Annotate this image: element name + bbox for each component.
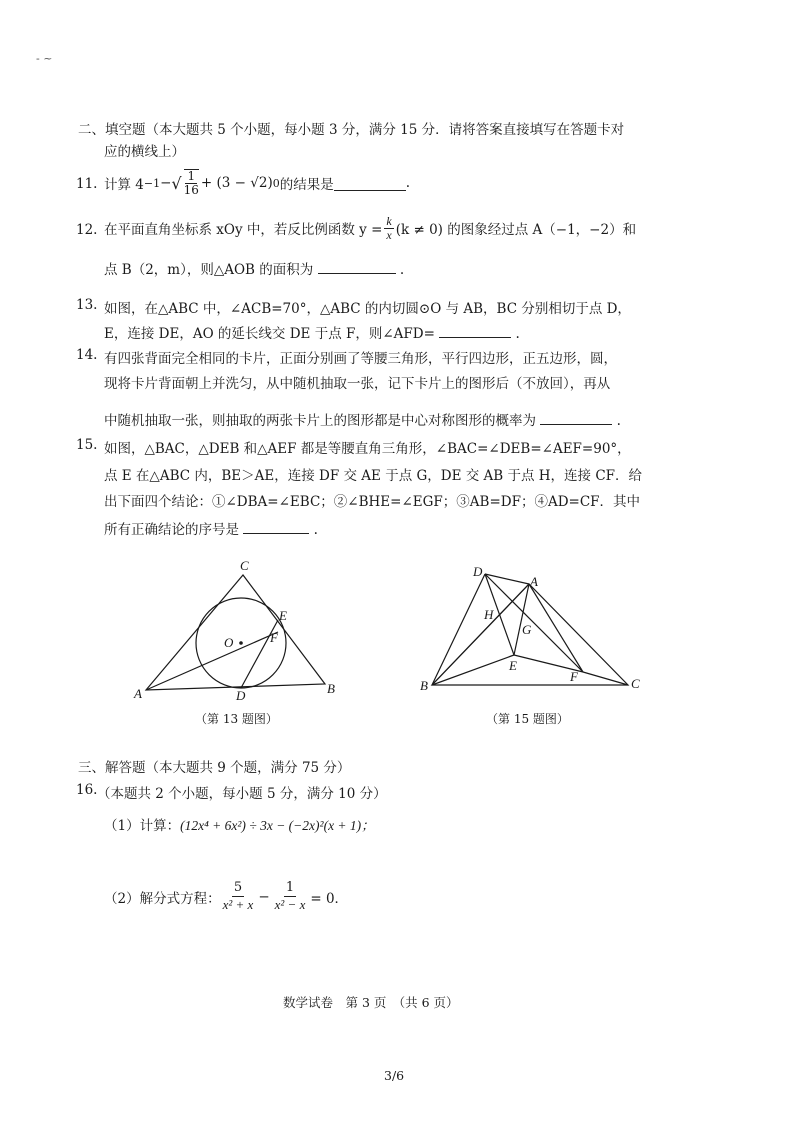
question-15-line1: 如图，△BAC，△DEB 和△AEF 都是等腰直角三角形，∠BAC=∠DEB=∠AEF=90°， [104, 441, 631, 457]
fig15-label-g: G [522, 622, 532, 637]
question-number: 14. [76, 347, 98, 363]
fig13-label-c: C [240, 558, 249, 573]
question-13-line1: 如图，在△ABC 中，∠ACB=70°，△ABC 的内切圆⊙O 与 AB，BC 分别相切于点 D， [104, 301, 631, 317]
question-14-line1: 有四张背面完全相同的卡片，正面分别画了等腰三角形，平行四边形，正五边形，圆， [104, 351, 617, 367]
fig15-line-da [485, 574, 529, 584]
fig13-label-d: D [236, 688, 246, 703]
question-12-line1: 在平面直角坐标系 xOy 中，若反比例函数 y = $\frac{k}{x}$ (k ≠ 0) 的图象经过点 A（−1，−2）和 [104, 213, 637, 242]
section3-heading: 三、解答题（本大题共 9 个题，满分 75 分） [78, 760, 351, 776]
question-16-part1: （1）计算：(12x⁴ + 6x²) ÷ 3x − (−2x)²(x + 1)； [104, 818, 375, 834]
fig13-label-f: F [270, 630, 278, 645]
q12-fraction: $\frac{k}{x}$ [386, 213, 392, 242]
q16-p1-expression: (12x⁴ + 6x²) ÷ 3x − (−2x)²(x + 1)； [180, 818, 375, 833]
fig13-caption: （第 13 题图） [195, 712, 278, 726]
fig15-label-f: F [570, 669, 578, 684]
question-16-part2: （2）解分式方程： $\frac{5}{\text{x² + x}}$ − $\frac{1}{\text{x² − x}}$ = 0． [104, 880, 349, 912]
fig13-line-af [146, 632, 278, 690]
section2-heading-cont: 应的横线上） [104, 144, 185, 160]
fig13-label-b: B [327, 681, 335, 696]
fig15-label-b: B [420, 678, 428, 693]
fig15-label-c: C [631, 676, 640, 691]
question-15-line3: 出下面四个结论：①∠DBA=∠EBC；②∠BHE=∠EGF；③AB=DF；④AD=CF．其中 [104, 494, 641, 510]
fig15-label-d: D [473, 564, 483, 579]
question-number: 11. [76, 176, 98, 192]
question-11-text: 计算 4 −1 − √ $\frac{1}{16}$ + (3 − √2) 0 的结果是 . [104, 169, 411, 197]
q11-mid: + (3 − √2) [200, 175, 273, 191]
fig15-line-ae [514, 584, 529, 655]
fig13-label-o: O [224, 635, 234, 650]
figure-13 [120, 555, 350, 705]
question-number: 16. [76, 782, 98, 798]
question-15-line2: 点 E 在△ABC 内，BE＞AE，连接 DF 交 AE 于点 G，DE 交 AB 于点 H，连接 CF．给 [104, 468, 643, 484]
q11-exp: −1 [143, 176, 161, 190]
question-13-line2: E，连接 DE，AO 的延长线交 DE 于点 F，则∠AFD= . [104, 322, 520, 342]
q11-minus: − [160, 175, 172, 191]
question-number: 13. [76, 297, 98, 313]
page-footer: 数学试卷 第 3 页 （共 6 页） [283, 995, 459, 1010]
fig13-label-a: A [134, 686, 142, 701]
page-indicator: 3/6 [384, 1068, 405, 1083]
answer-blank[interactable] [243, 519, 309, 534]
q16-fraction-1: $\frac{5}{\text{x² + x}}$ [222, 880, 254, 912]
answer-blank[interactable] [540, 410, 612, 425]
question-14-line2: 现将卡片背面朝上并洗匀，从中随机抽取一张，记下卡片上的图形后（不放回），再从 [104, 376, 611, 392]
fig15-label-h: H [484, 607, 494, 622]
question-16-head: （本题共 2 个小题，每小题 5 分，满分 10 分） [97, 786, 387, 802]
section2-heading: 二、填空题（本大题共 5 个小题，每小题 3 分，满分 15 分．请将答案直接填写在答题卡对 [78, 122, 625, 138]
fig15-caption: （第 15 题图） [486, 712, 569, 726]
question-number: 12. [76, 222, 98, 238]
fig13-triangle-abc [146, 575, 325, 690]
fig15-label-e: E [509, 658, 517, 673]
question-15-line4: 所有正确结论的序号是 . [104, 518, 318, 538]
answer-blank[interactable] [334, 176, 406, 191]
q11-fraction: $\frac{1}{16}$ [183, 169, 199, 197]
q11-exp0: 0 [272, 176, 280, 190]
figure-15 [410, 560, 650, 700]
corner-mark: - ~ [36, 52, 53, 65]
question-14-line3: 中随机抽取一张，则抽取的两张卡片上的图形都是中心对称图形的概率为 . [104, 409, 621, 429]
q11-pre: 计算 4 [104, 177, 144, 193]
question-number: 15. [76, 437, 98, 453]
answer-blank[interactable] [439, 323, 511, 338]
fig13-label-e: E [279, 608, 287, 623]
answer-blank[interactable] [318, 259, 396, 274]
fig13-center-dot [239, 641, 243, 645]
fig15-label-a: A [530, 574, 538, 589]
fig15-line-af [529, 584, 583, 672]
q11-post: 的结果是 [279, 177, 334, 193]
q16-fraction-2: $\frac{1}{\text{x² − x}}$ [274, 880, 306, 912]
question-12-line2: 点 B（2，m），则△AOB 的面积为 . [104, 258, 404, 278]
